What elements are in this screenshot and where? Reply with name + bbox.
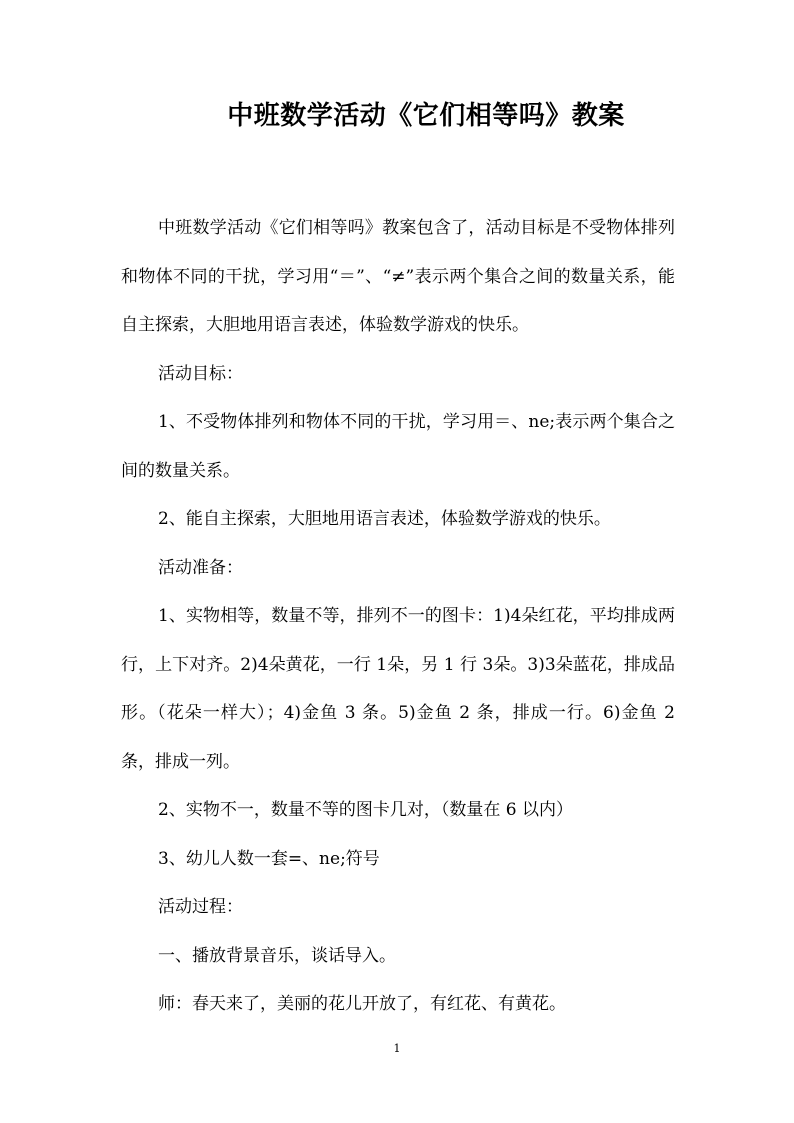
- objective-item-2: 2、能自主探索，大胆地用语言表述，体验数学游戏的快乐。: [158, 509, 611, 529]
- document-title: 中班数学活动《它们相等吗》教案: [227, 101, 625, 131]
- section-heading-preparation: 活动准备：: [158, 557, 243, 578]
- document-body: [121, 204, 675, 1029]
- preparation-item-1: 1、实物相等，数量不等，排列不一的图卡：1)4朵红花，平均排成两行，上下对齐。2)4朵黄花，一行 1朵，另 1 行 3朵。3)3朵蓝花，排成品形。（花朵一样大）；4)金鱼 3 条。5)金鱼 2 条，排成一行。6)金鱼 2 条，排成一列。: [121, 606, 675, 772]
- preparation-item-3: 3、幼儿人数一套=、ne;符号: [158, 848, 380, 869]
- preparation-item-2: 2、实物不一，数量不等的图卡几对，（数量在 6 以内）: [158, 800, 573, 820]
- process-step-1: 一、播放背景音乐，谈话导入。: [158, 945, 396, 966]
- objective-item-1: 1、不受物体排列和物体不同的干扰，学习用＝、ne;表示两个集合之间的数量关系。: [121, 412, 675, 481]
- intro-paragraph: 中班数学活动《它们相等吗》教案包含了，活动目标是不受物体排列和物体不同的干扰，学习用“＝”、“≠”表示两个集合之间的数量关系，能自主探索，大胆地用语言表述，体验数学游戏的快乐。: [121, 218, 675, 335]
- section-heading-objectives: 活动目标：: [158, 363, 243, 384]
- page-number: 1: [393, 1042, 401, 1055]
- section-heading-process: 活动过程：: [158, 897, 243, 917]
- teacher-dialogue: 师：春天来了，美丽的花儿开放了，有红花、有黄花。: [158, 994, 566, 1014]
